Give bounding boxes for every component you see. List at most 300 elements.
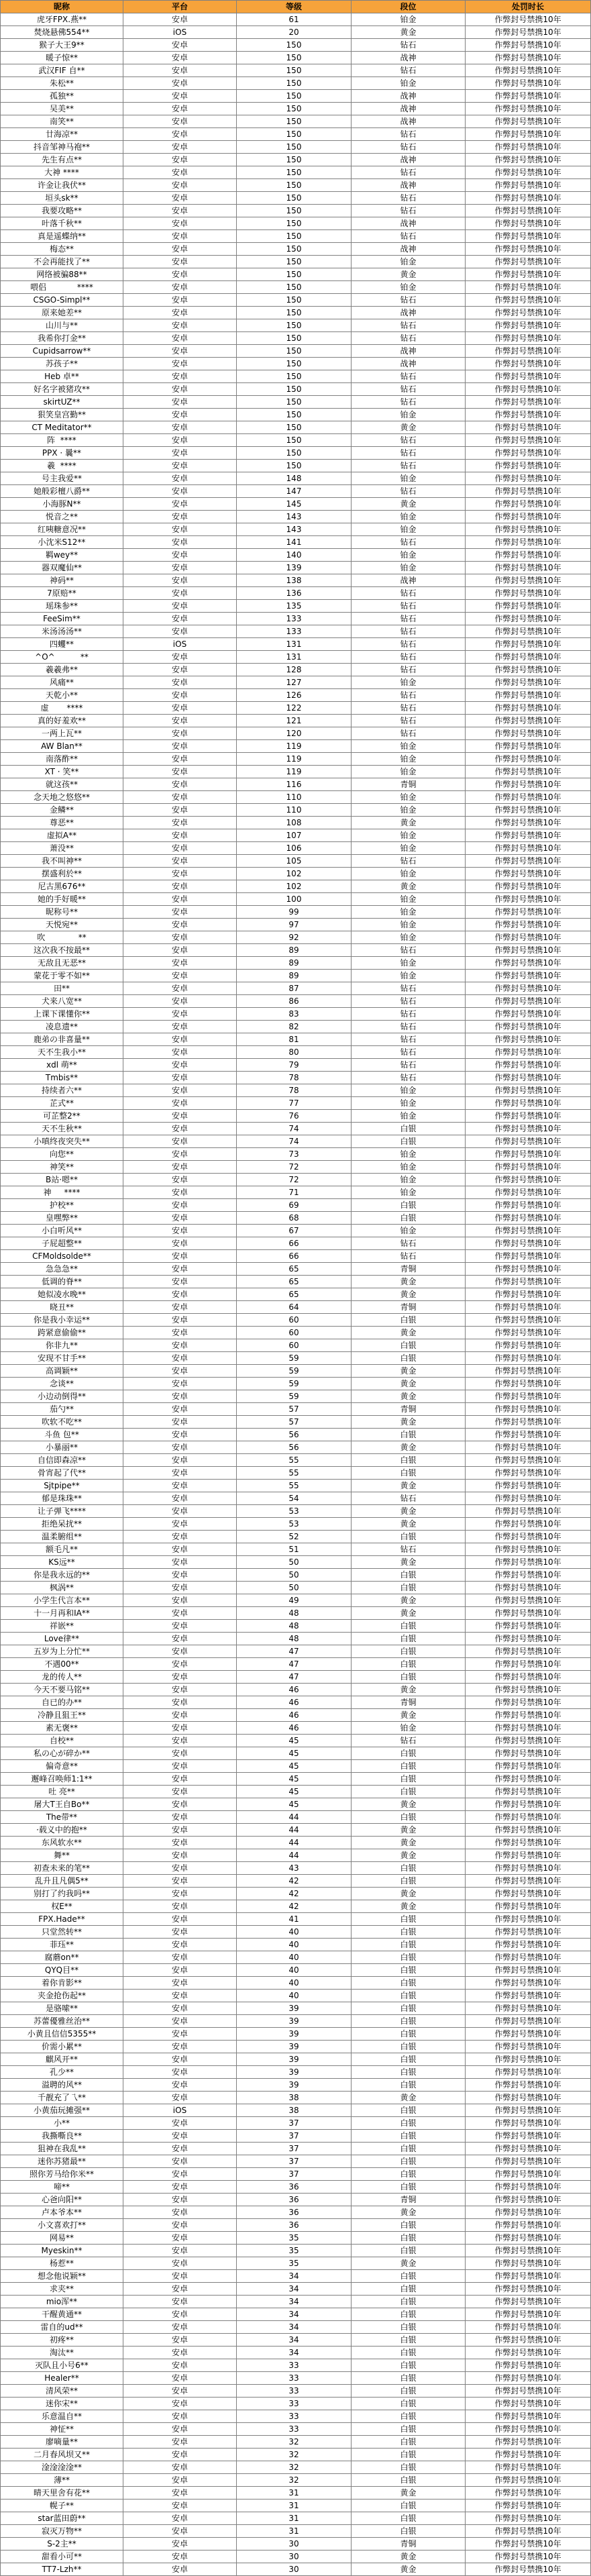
table-row <box>0 2041 591 2053</box>
level-cell: 143 <box>237 523 352 536</box>
table-row <box>0 2500 591 2512</box>
rank-cell: 白银 <box>352 2283 466 2296</box>
level-cell: 30 <box>237 2563 352 2576</box>
nickname-cell: 网易** <box>0 2232 123 2245</box>
rank-cell: 铂金 <box>352 409 466 421</box>
rank-cell: 黄金 <box>352 1505 466 1518</box>
level-cell: 39 <box>237 2041 352 2053</box>
penalty-cell: 作弊封号禁携10年 <box>466 1046 591 1059</box>
table-row <box>0 230 591 243</box>
nickname-cell: XT · 笑** <box>0 766 123 778</box>
platform-cell: 安卓 <box>123 944 237 957</box>
penalty-cell: 作弊封号禁携10年 <box>466 256 591 268</box>
nickname-cell: 菲珏** <box>0 1939 123 1951</box>
table-row <box>0 1390 591 1403</box>
platform-cell: 安卓 <box>123 1518 237 1531</box>
rank-cell: 钻石 <box>352 702 466 715</box>
nickname-cell: 天不生秋** <box>0 1123 123 1135</box>
platform-cell: 安卓 <box>123 1735 237 1747</box>
rank-cell: 白银 <box>352 1773 466 1786</box>
penalty-cell: 作弊封号禁携10年 <box>466 651 591 664</box>
nickname-cell: 许金让我伏** <box>0 179 123 192</box>
penalty-cell: 作弊封号禁携10年 <box>466 2283 591 2296</box>
table-row <box>0 2347 591 2359</box>
level-cell: 37 <box>237 2130 352 2143</box>
penalty-cell: 作弊封号禁携10年 <box>466 1951 591 1964</box>
platform-cell: 安卓 <box>123 1786 237 1798</box>
platform-cell: 安卓 <box>123 1926 237 1939</box>
level-cell: 150 <box>237 409 352 421</box>
level-cell: 40 <box>237 1939 352 1951</box>
penalty-cell: 作弊封号禁携10年 <box>466 39 591 52</box>
table-row <box>0 1671 591 1684</box>
penalty-cell: 作弊封号禁携10年 <box>466 1123 591 1135</box>
table-row <box>0 1582 591 1594</box>
nickname-cell: 淘汰** <box>0 2347 123 2359</box>
penalty-cell: 作弊封号禁携10年 <box>466 1033 591 1046</box>
penalty-cell: 作弊封号禁携10年 <box>466 1735 591 1747</box>
table-row <box>0 192 591 205</box>
nickname-cell: 小嗔终夜突失** <box>0 1135 123 1148</box>
rank-cell: 青铜 <box>352 2194 466 2206</box>
table-row <box>0 421 591 434</box>
penalty-cell: 作弊封号禁携10年 <box>466 2487 591 2500</box>
nickname-cell: 皇嘿弊** <box>0 1212 123 1225</box>
penalty-cell: 作弊封号禁携10年 <box>466 842 591 855</box>
rank-cell: 白银 <box>352 1123 466 1135</box>
platform-cell: 安卓 <box>123 2130 237 2143</box>
penalty-cell: 作弊封号禁携10年 <box>466 1684 591 1696</box>
penalty-cell: 作弊封号禁携10年 <box>466 90 591 103</box>
level-cell: 31 <box>237 2500 352 2512</box>
platform-cell: 安卓 <box>123 319 237 332</box>
rank-cell: 白银 <box>352 2347 466 2359</box>
penalty-cell: 作弊封号禁携10年 <box>466 409 591 421</box>
rank-cell: 黄金 <box>352 1288 466 1301</box>
nickname-cell: 祥嵌** <box>0 1620 123 1633</box>
table-row <box>0 1480 591 1492</box>
rank-cell: 钻石 <box>352 319 466 332</box>
rank-cell: 黄金 <box>352 1684 466 1696</box>
level-cell: 150 <box>237 383 352 396</box>
table-row <box>0 1531 591 1543</box>
penalty-cell: 作弊封号禁携10年 <box>466 2041 591 2053</box>
penalty-cell: 作弊封号禁携10年 <box>466 1722 591 1735</box>
level-cell: 80 <box>237 1046 352 1059</box>
platform-cell: 安卓 <box>123 421 237 434</box>
level-cell: 46 <box>237 1722 352 1735</box>
level-cell: 150 <box>237 115 352 128</box>
level-cell: 31 <box>237 2487 352 2500</box>
penalty-cell: 作弊封号禁携10年 <box>466 1862 591 1875</box>
nickname-cell: 我撕嘶良** <box>0 2130 123 2143</box>
nickname-cell: 二月春风坝又** <box>0 2449 123 2461</box>
platform-cell: 安卓 <box>123 370 237 383</box>
penalty-cell: 作弊封号禁携10年 <box>466 2002 591 2015</box>
penalty-cell: 作弊封号禁携10年 <box>466 460 591 472</box>
platform-cell: 安卓 <box>123 243 237 256</box>
penalty-cell: 作弊封号禁携10年 <box>466 1429 591 1441</box>
penalty-cell: 作弊封号禁携10年 <box>466 1786 591 1798</box>
rank-cell: 白银 <box>352 1569 466 1582</box>
penalty-cell: 作弊封号禁携10年 <box>466 52 591 64</box>
nickname-cell: 额毛凡** <box>0 1543 123 1556</box>
platform-cell: 安卓 <box>123 893 237 906</box>
penalty-cell: 作弊封号禁携10年 <box>466 1212 591 1225</box>
level-cell: 78 <box>237 1084 352 1097</box>
nickname-cell: TT7-Lzh** <box>0 2563 123 2576</box>
nickname-cell: 抖音邹神马袍** <box>0 141 123 154</box>
table-row <box>0 1454 591 1467</box>
table-row <box>0 2181 591 2194</box>
table-row <box>0 485 591 498</box>
level-cell: 143 <box>237 511 352 523</box>
nickname-cell: 灭队且小号6** <box>0 2359 123 2372</box>
table-row <box>0 2028 591 2041</box>
table-row <box>0 1951 591 1964</box>
platform-cell: 安卓 <box>123 1900 237 1913</box>
level-cell: 59 <box>237 1378 352 1390</box>
nickname-cell: 你非九** <box>0 1339 123 1352</box>
table-row <box>0 396 591 409</box>
rank-cell: 白银 <box>352 1352 466 1365</box>
table-row <box>0 1990 591 2002</box>
table-row <box>0 2398 591 2410</box>
table-row <box>0 1467 591 1480</box>
table-row <box>0 1505 591 1518</box>
table-row <box>0 1148 591 1161</box>
rank-cell: 白银 <box>352 2512 466 2525</box>
penalty-cell: 作弊封号禁携10年 <box>466 2206 591 2219</box>
level-cell: 150 <box>237 64 352 77</box>
platform-cell: 安卓 <box>123 1276 237 1288</box>
level-cell: 48 <box>237 1607 352 1620</box>
penalty-cell: 作弊封号禁携10年 <box>466 1339 591 1352</box>
level-cell: 45 <box>237 1747 352 1760</box>
penalty-cell: 作弊封号禁携10年 <box>466 2423 591 2436</box>
level-cell: 34 <box>237 2270 352 2283</box>
table-row <box>0 715 591 727</box>
level-cell: 150 <box>237 358 352 370</box>
penalty-cell: 作弊封号禁携10年 <box>466 1454 591 1467</box>
rank-cell: 钻石 <box>352 396 466 409</box>
table-row <box>0 1696 591 1709</box>
table-row <box>0 1620 591 1633</box>
platform-cell: 安卓 <box>123 1862 237 1875</box>
nickname-cell: 你是我永远的** <box>0 1569 123 1582</box>
level-cell: 79 <box>237 1059 352 1072</box>
penalty-cell: 作弊封号禁携10年 <box>466 1174 591 1186</box>
penalty-cell: 作弊封号禁携10年 <box>466 587 591 600</box>
rank-cell: 钻石 <box>352 600 466 613</box>
penalty-cell: 作弊封号禁携10年 <box>466 13 591 26</box>
platform-cell: iOS <box>123 26 237 39</box>
penalty-cell: 作弊封号禁携10年 <box>466 2436 591 2449</box>
level-cell: 66 <box>237 1237 352 1250</box>
rank-cell: 白银 <box>352 2474 466 2487</box>
table-row <box>0 702 591 715</box>
penalty-cell: 作弊封号禁携10年 <box>466 26 591 39</box>
platform-cell: 安卓 <box>123 600 237 613</box>
rank-cell: 钻石 <box>352 141 466 154</box>
level-cell: 20 <box>237 26 352 39</box>
penalty-cell: 作弊封号禁携10年 <box>466 2334 591 2347</box>
penalty-cell: 作弊封号禁携10年 <box>466 702 591 715</box>
rank-cell: 钻石 <box>352 715 466 727</box>
nickname-cell: 小文喜欢打** <box>0 2219 123 2232</box>
platform-cell: 安卓 <box>123 1888 237 1900</box>
level-cell: 108 <box>237 817 352 829</box>
platform-cell: 安卓 <box>123 2461 237 2474</box>
nickname-cell: 神码** <box>0 574 123 587</box>
rank-cell: 黄金 <box>352 1900 466 1913</box>
level-cell: 56 <box>237 1429 352 1441</box>
penalty-cell: 作弊封号禁携10年 <box>466 1633 591 1645</box>
platform-cell: 安卓 <box>123 1212 237 1225</box>
penalty-cell: 作弊封号禁携10年 <box>466 906 591 919</box>
nickname-cell: 初查未来的笔** <box>0 1862 123 1875</box>
rank-cell: 白银 <box>352 1951 466 1964</box>
penalty-cell: 作弊封号禁携10年 <box>466 1990 591 2002</box>
nickname-cell: star蓝田蔚** <box>0 2512 123 2525</box>
penalty-cell: 作弊封号禁携10年 <box>466 396 591 409</box>
platform-cell: 安卓 <box>123 1123 237 1135</box>
nickname-cell: 邂峰召唤师1:1** <box>0 1773 123 1786</box>
platform-cell: 安卓 <box>123 511 237 523</box>
penalty-cell: 作弊封号禁携10年 <box>466 1760 591 1773</box>
level-cell: 44 <box>237 1811 352 1824</box>
platform-cell: 安卓 <box>123 1237 237 1250</box>
nickname-cell: 天乾小** <box>0 689 123 702</box>
table-row <box>0 1046 591 1059</box>
nickname-cell: 今天不要马铭** <box>0 1684 123 1696</box>
table-row <box>0 1288 591 1301</box>
platform-cell: 安卓 <box>123 2423 237 2436</box>
nickname-cell: 神笑** <box>0 1161 123 1174</box>
platform-cell: 安卓 <box>123 727 237 740</box>
platform-cell: 安卓 <box>123 2563 237 2576</box>
rank-cell: 钻石 <box>352 1072 466 1084</box>
penalty-cell: 作弊封号禁携10年 <box>466 268 591 281</box>
table-row <box>0 39 591 52</box>
platform-cell: 安卓 <box>123 345 237 358</box>
table-row <box>0 498 591 511</box>
platform-cell: 安卓 <box>123 651 237 664</box>
nickname-cell: 你是我小幸运** <box>0 1314 123 1327</box>
platform-cell: 安卓 <box>123 1760 237 1773</box>
table-row <box>0 2232 591 2245</box>
rank-cell: 白银 <box>352 1990 466 2002</box>
table-row <box>0 1123 591 1135</box>
table-row <box>0 2155 591 2168</box>
rank-cell: 钻石 <box>352 1008 466 1021</box>
rank-cell: 铂金 <box>352 549 466 562</box>
nickname-cell: 念谈** <box>0 1378 123 1390</box>
penalty-cell: 作弊封号禁携10年 <box>466 880 591 893</box>
penalty-cell: 作弊封号禁携10年 <box>466 1926 591 1939</box>
level-cell: 110 <box>237 804 352 817</box>
level-cell: 30 <box>237 2551 352 2563</box>
rank-cell: 黄金 <box>352 1824 466 1837</box>
rank-cell: 战神 <box>352 154 466 166</box>
nickname-cell: 暖子惊** <box>0 52 123 64</box>
platform-cell: 安卓 <box>123 804 237 817</box>
platform-cell: 安卓 <box>123 1811 237 1824</box>
table-row <box>0 13 591 26</box>
level-cell: 150 <box>237 192 352 205</box>
table-row <box>0 217 591 230</box>
rank-cell: 钻石 <box>352 855 466 868</box>
level-cell: 35 <box>237 2245 352 2257</box>
penalty-cell: 作弊封号禁携10年 <box>466 1696 591 1709</box>
level-cell: 133 <box>237 625 352 638</box>
rank-cell: 白银 <box>352 2461 466 2474</box>
level-cell: 46 <box>237 1709 352 1722</box>
table-row <box>0 893 591 906</box>
nickname-cell: 先生有点** <box>0 154 123 166</box>
penalty-cell: 作弊封号禁携10年 <box>466 1225 591 1237</box>
platform-cell: 安卓 <box>123 1429 237 1441</box>
nickname-cell: 这次我不按最** <box>0 944 123 957</box>
table-row <box>0 753 591 766</box>
rank-cell: 钻石 <box>352 664 466 676</box>
nickname-cell: 乱升且凡偶5** <box>0 1875 123 1888</box>
table-row <box>0 1939 591 1951</box>
platform-cell: 安卓 <box>123 1110 237 1123</box>
rank-cell: 黄金 <box>352 1607 466 1620</box>
penalty-cell: 作弊封号禁携10年 <box>466 638 591 651</box>
table-row <box>0 1174 591 1186</box>
platform-cell: 安卓 <box>123 1696 237 1709</box>
penalty-cell: 作弊封号禁携10年 <box>466 676 591 689</box>
platform-cell: 安卓 <box>123 307 237 319</box>
platform-cell: 安卓 <box>123 1314 237 1327</box>
platform-cell: 安卓 <box>123 13 237 26</box>
nickname-cell: 自信即森凉** <box>0 1454 123 1467</box>
penalty-cell: 作弊封号禁携10年 <box>466 1811 591 1824</box>
nickname-cell: 小暴丽** <box>0 1441 123 1454</box>
level-cell: 57 <box>237 1416 352 1429</box>
platform-cell: 安卓 <box>123 931 237 944</box>
platform-cell: 安卓 <box>123 447 237 460</box>
nickname-cell: 着你肯影** <box>0 1977 123 1990</box>
platform-cell: 安卓 <box>123 574 237 587</box>
table-row <box>0 1339 591 1352</box>
level-cell: 34 <box>237 2321 352 2334</box>
nickname-cell: 风痛** <box>0 676 123 689</box>
nickname-cell: 好名字被猪攻** <box>0 383 123 396</box>
rank-cell: 黄金 <box>352 1888 466 1900</box>
nickname-cell: 只堂然转** <box>0 1926 123 1939</box>
rank-cell: 铂金 <box>352 523 466 536</box>
level-cell: 138 <box>237 574 352 587</box>
table-row <box>0 460 591 472</box>
nickname-cell: 茄勺** <box>0 1403 123 1416</box>
table-row <box>0 1365 591 1378</box>
platform-cell: 安卓 <box>123 103 237 115</box>
table-row <box>0 2053 591 2066</box>
nickname-cell: PPX · 曩** <box>0 447 123 460</box>
level-cell: 121 <box>237 715 352 727</box>
platform-cell: 安卓 <box>123 855 237 868</box>
nickname-cell: skirtUZ** <box>0 396 123 409</box>
penalty-cell: 作弊封号禁携10年 <box>466 536 591 549</box>
platform-cell: 安卓 <box>123 358 237 370</box>
table-row <box>0 1492 591 1505</box>
penalty-cell: 作弊封号禁携10年 <box>466 1110 591 1123</box>
penalty-cell: 作弊封号禁携10年 <box>466 1671 591 1684</box>
table-row <box>0 1900 591 1913</box>
penalty-cell: 作弊封号禁携10年 <box>466 919 591 931</box>
platform-cell: 安卓 <box>123 1135 237 1148</box>
penalty-cell: 作弊封号禁携10年 <box>466 613 591 625</box>
nickname-cell: 溢聘的风** <box>0 2079 123 2092</box>
table-row <box>0 842 591 855</box>
penalty-cell: 作弊封号禁携10年 <box>466 2512 591 2525</box>
rank-cell: 铂金 <box>352 77 466 90</box>
nickname-cell: 可芷整2** <box>0 1110 123 1123</box>
rank-cell: 钻石 <box>352 460 466 472</box>
penalty-cell: 作弊封号禁携10年 <box>466 1964 591 1977</box>
level-cell: 53 <box>237 1505 352 1518</box>
nickname-cell: 真的好羞欢** <box>0 715 123 727</box>
rank-cell: 铂金 <box>352 893 466 906</box>
penalty-cell: 作弊封号禁携10年 <box>466 625 591 638</box>
rank-cell: 钻石 <box>352 383 466 396</box>
nickname-cell: 山川与** <box>0 319 123 332</box>
nickname-cell: FeeSim** <box>0 613 123 625</box>
rank-cell: 黄金 <box>352 1518 466 1531</box>
level-cell: 150 <box>237 230 352 243</box>
rank-cell: 黄金 <box>352 2487 466 2500</box>
rank-cell: 钻石 <box>352 689 466 702</box>
rank-cell: 钻石 <box>352 625 466 638</box>
rank-cell: 钻石 <box>352 39 466 52</box>
rank-cell: 战神 <box>352 103 466 115</box>
platform-cell: 安卓 <box>123 1543 237 1556</box>
platform-cell: 安卓 <box>123 2385 237 2398</box>
penalty-cell: 作弊封号禁携10年 <box>466 217 591 230</box>
nickname-cell: 小沈米S12** <box>0 536 123 549</box>
nickname-cell: 南落酢** <box>0 753 123 766</box>
rank-cell: 青铜 <box>352 1403 466 1416</box>
nickname-cell: FPX.Hade** <box>0 1913 123 1926</box>
level-cell: 32 <box>237 2449 352 2461</box>
level-cell: 139 <box>237 562 352 574</box>
table-row <box>0 2194 591 2206</box>
platform-cell: 安卓 <box>123 880 237 893</box>
platform-cell: 安卓 <box>123 1365 237 1378</box>
penalty-cell: 作弊封号禁携10年 <box>466 2104 591 2117</box>
nickname-cell: 清风荣** <box>0 2385 123 2398</box>
table-row <box>0 2436 591 2449</box>
level-cell: 86 <box>237 995 352 1008</box>
nickname-cell: 持续者六** <box>0 1084 123 1097</box>
penalty-cell: 作弊封号禁携10年 <box>466 2092 591 2104</box>
level-cell: 61 <box>237 13 352 26</box>
rank-cell: 白银 <box>352 2130 466 2143</box>
penalty-cell: 作弊封号禁携10年 <box>466 1875 591 1888</box>
nickname-cell: 雷自的ud** <box>0 2321 123 2334</box>
rank-cell: 钻石 <box>352 638 466 651</box>
table-row <box>0 409 591 421</box>
level-cell: 33 <box>237 2385 352 2398</box>
penalty-cell: 作弊封号禁携10年 <box>466 2257 591 2270</box>
penalty-cell: 作弊封号禁携10年 <box>466 472 591 485</box>
penalty-cell: 作弊封号禁携10年 <box>466 2181 591 2194</box>
table-row <box>0 574 591 587</box>
rank-cell: 铂金 <box>352 753 466 766</box>
